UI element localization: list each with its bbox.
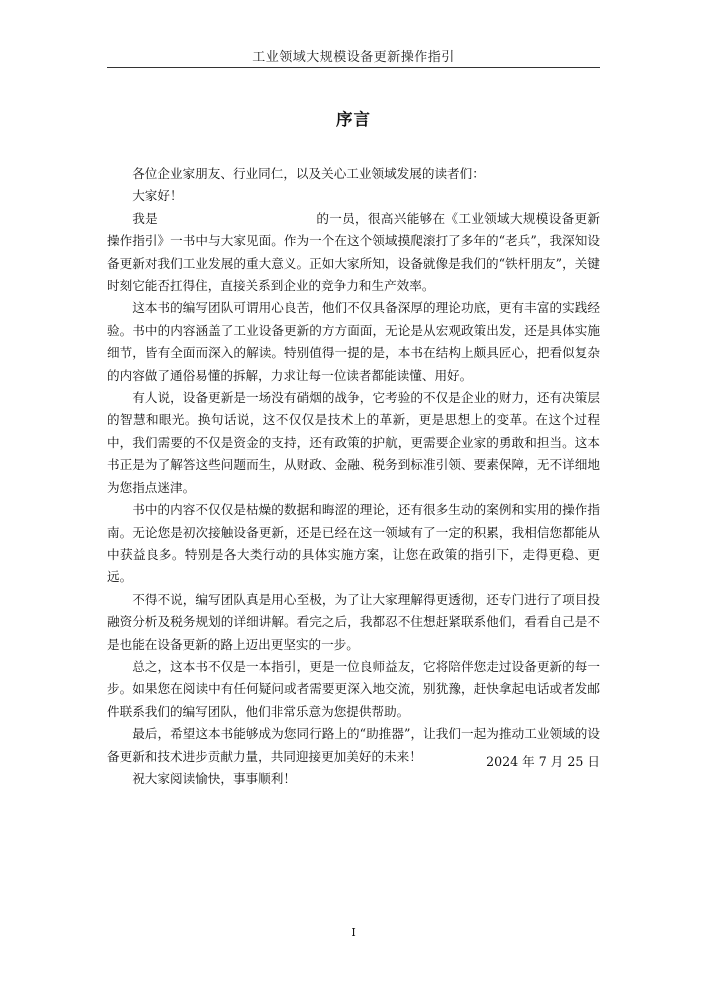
team-paragraph: 这本书的编写团队可谓用心良苦，他们不仅具备深厚的理论功底，更有丰富的实践经验。书中的内容涵盖了工业设备更新的方方面面，无论是从宏观政策出发，还是具体实施细节，皆有全面而深入的解读。特别值得一提的是，本书在结构上颇具匠心，把看似复杂的内容做了通俗易懂的拆解，力求让每一位读者都能读懂、用好。: [107, 300, 600, 383]
hello-paragraph: 大家好！: [132, 188, 183, 204]
content-paragraph: 书中的内容不仅仅是枯燥的数据和晦涩的理论，还有很多生动的案例和实用的操作指南。无论您是初次接触设备更新，还是已经在这一领域有了一定的积累，我相信您都能从中获益良多。特别是各大类行动的具体实施方案，让您在政策的指引下，走得更稳、更远。: [107, 502, 600, 585]
hope-paragraph: 最后，希望这本书能够成为您同行路上的“助推器”，让我们一起为推动工业领域的设备更新和技术进步贡献力量，共同迎接更加美好的未来！: [107, 726, 600, 764]
intro-text-rest: 的一员，很高兴能够在《工业领域大规模设备更新操作指引》一书中与大家见面。作为一个在这个领域摸爬滚打了多年的“老兵”，我深知设备更新对我们工业发展的重大意义。正如大家所知，设备就像是我们的“铁杆朋友”，关键时刻它能否扛得住，直接关系到企业的竞争力和生产效率。: [107, 210, 601, 294]
intro-text-start: 我是: [132, 210, 159, 226]
greeting-paragraph: 各位企业家朋友、行业同仁，以及关心工业领域发展的读者们：: [132, 166, 485, 181]
header-divider: [107, 67, 600, 68]
summary-paragraph: 总之，这本书不仅是一本指引，更是一位良师益友，它将陪伴您走过设备更新的每一步。如果您在阅读中有任何疑问或者需要更深入地交流，别犹豫，赶快拿起电话或者发邮件联系我们的编写团队，他们非常乐意为您提供帮助。: [107, 658, 600, 719]
effort-paragraph: 不得不说，编写团队真是用心至极，为了让大家理解得更透彻，还专门进行了项目投融资分析及税务规划的详细讲解。看完之后，我都忍不住想赶紧联系他们，看看自己是不是也能在设备更新的路上迈出更坚实的一步。: [107, 591, 600, 652]
running-header: 工业领域大规模设备更新操作指引: [252, 50, 455, 65]
war-paragraph: 有人说，设备更新是一场没有硝烟的战争，它考验的不仅是企业的财力，还有决策层的智慧和眼光。换句话说，这不仅仅是技术上的革新，更是思想上的变革。在这个过程中，我们需要的不仅是资金的支持，还有政策的护航，更需要企业家的勇敢和担当。这本书正是为了解答这些问题而生，从财政、金融、税务到标准引领、要素保障，无不详细地为您指点迷津。: [107, 390, 600, 495]
preface-body: [107, 163, 600, 790]
signature-date: 2024 年 7 月 25 日: [486, 754, 600, 769]
page-number: I: [351, 926, 356, 939]
closing-paragraph: 祝大家阅读愉快，事事顺利！: [132, 770, 296, 786]
intro-paragraph: [107, 208, 600, 298]
page-title: 序言: [336, 110, 371, 129]
